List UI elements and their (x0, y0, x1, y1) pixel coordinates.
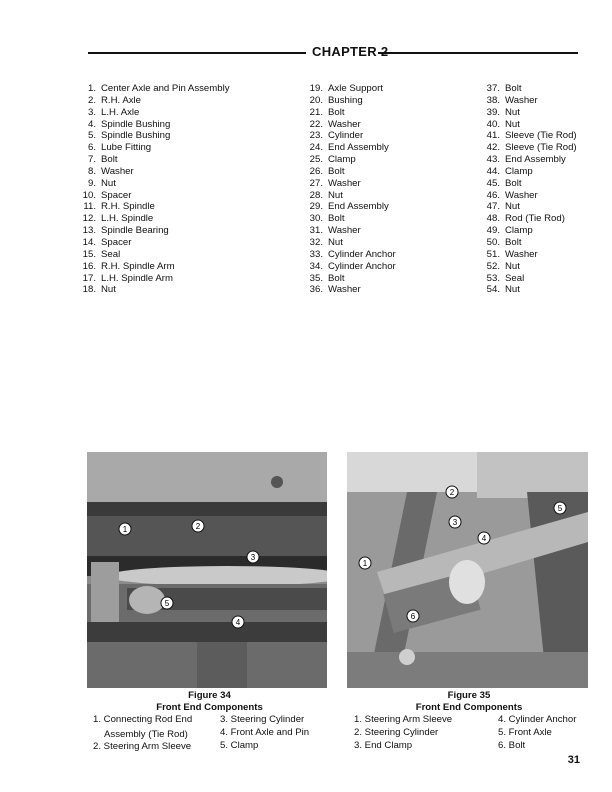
svg-text:3: 3 (452, 518, 458, 527)
callout-5 (161, 597, 173, 609)
parts-list-item (76, 154, 230, 166)
figure-subtitle: Front End Components (156, 702, 263, 713)
item-number: 5. (87, 130, 96, 142)
parts-list-item (480, 201, 577, 213)
legend-item: 1. Connecting Rod End (93, 714, 193, 725)
item-label: Cylinder Anchor (328, 248, 396, 260)
item-label: Washer (328, 284, 361, 296)
item-label: Clamp (505, 165, 533, 177)
parts-list-item (303, 95, 396, 107)
item-label: Bolt (505, 83, 522, 94)
header-rule-left (88, 52, 306, 54)
svg-text:4: 4 (481, 534, 487, 543)
item-label: Washer (328, 225, 361, 237)
parts-list-item (480, 166, 577, 178)
item-label: Nut (328, 189, 343, 201)
figure-title: Figure 34 (188, 690, 231, 701)
parts-list-item (76, 273, 230, 285)
parts-list-item (303, 261, 396, 273)
item-number: 3. (87, 106, 96, 118)
item-number: 50. (486, 236, 500, 248)
parts-list-item (76, 190, 230, 202)
item-label: Bolt (328, 272, 345, 284)
item-label: R.H. Spindle Arm (101, 260, 175, 272)
item-number: 39. (486, 106, 500, 118)
item-number: 48. (486, 213, 500, 225)
item-label: Sleeve (Tie Rod) (505, 130, 577, 142)
item-number: 10. (82, 189, 96, 201)
item-number: 29. (309, 201, 323, 213)
item-number: 54. (486, 284, 500, 296)
item-label: End Assembly (505, 154, 566, 166)
item-number: 20. (309, 94, 323, 106)
item-number: 30. (309, 213, 323, 225)
figure-35-illustration (347, 452, 588, 688)
item-label: Nut (328, 236, 343, 248)
item-label: L.H. Axle (101, 106, 140, 118)
item-number: 1. (87, 83, 96, 94)
parts-list-item (303, 166, 396, 178)
parts-list-item (76, 83, 230, 95)
parts-list-item (76, 213, 230, 225)
legend-item: 4. Cylinder Anchor (498, 714, 577, 725)
parts-list-item (303, 130, 396, 142)
item-label: Nut (505, 260, 520, 272)
svg-text:6: 6 (410, 612, 416, 621)
item-label: Washer (101, 165, 134, 177)
item-label: Spindle Bushing (101, 118, 171, 130)
item-label: Spacer (101, 236, 132, 248)
parts-list-item (303, 119, 396, 131)
callout-3 (247, 551, 259, 563)
parts-list-item (480, 130, 577, 142)
parts-list-item (76, 201, 230, 213)
item-label: Nut (505, 284, 520, 296)
item-number: 52. (486, 260, 500, 272)
parts-list-item (480, 225, 577, 237)
item-number: 22. (309, 118, 323, 130)
item-number: 46. (486, 189, 500, 201)
svg-text:5: 5 (557, 504, 563, 513)
item-label: End Assembly (328, 201, 389, 213)
item-number: 9. (87, 177, 96, 189)
item-number: 42. (486, 142, 500, 154)
item-number: 13. (82, 225, 96, 237)
item-number: 6. (87, 142, 96, 154)
parts-list-item (76, 261, 230, 273)
item-number: 27. (309, 177, 323, 189)
page-number: 31 (567, 754, 580, 766)
legend-item: 5. Clamp (220, 740, 259, 751)
parts-list-item (480, 284, 577, 296)
legend-item: Assembly (Tie Rod) (104, 729, 188, 740)
figure-35-photo (347, 452, 588, 688)
item-number: 41. (486, 130, 500, 142)
item-number: 26. (309, 165, 323, 177)
parts-list-item (303, 190, 396, 202)
item-label: Washer (328, 177, 361, 189)
parts-list-item (303, 178, 396, 190)
legend-item: 5. Front Axle (498, 727, 552, 738)
parts-list-column-1 (76, 83, 230, 296)
item-number: 23. (309, 130, 323, 142)
parts-list-item (480, 95, 577, 107)
item-number: 19. (309, 83, 323, 94)
parts-list-item (480, 261, 577, 273)
item-label: Bolt (328, 213, 345, 225)
item-label: Bolt (505, 177, 522, 189)
parts-list-item (76, 119, 230, 131)
parts-list-item (303, 225, 396, 237)
legend-item: 2. Steering Arm Sleeve (93, 741, 192, 752)
header-rule-right (378, 52, 578, 54)
item-label: Bolt (328, 106, 345, 118)
item-number: 51. (486, 248, 500, 260)
item-number: 33. (309, 248, 323, 260)
item-number: 2. (87, 94, 96, 106)
parts-list-item (480, 83, 577, 95)
legend-item: 4. Front Axle and Pin (220, 727, 310, 738)
parts-list-item (480, 237, 577, 249)
item-number: 7. (87, 154, 96, 166)
parts-list-item (480, 142, 577, 154)
parts-list-item (303, 237, 396, 249)
item-label: Seal (101, 248, 121, 260)
item-label: Lube Fitting (101, 142, 152, 154)
item-number: 37. (486, 83, 500, 94)
parts-list-item (480, 154, 577, 166)
item-number: 24. (309, 142, 323, 154)
item-label: L.H. Spindle Arm (101, 272, 173, 284)
item-label: Nut (101, 284, 116, 296)
callout-4 (232, 616, 244, 628)
item-number: 47. (486, 201, 500, 213)
legend-item: 3. End Clamp (354, 740, 413, 751)
svg-text:4: 4 (235, 618, 241, 627)
parts-list-column-2 (303, 83, 396, 296)
parts-list-item (480, 178, 577, 190)
item-number: 49. (486, 225, 500, 237)
item-label: Washer (505, 248, 538, 260)
svg-text:2: 2 (195, 522, 201, 531)
item-number: 16. (82, 260, 96, 272)
parts-list-item (480, 213, 577, 225)
item-number: 18. (82, 284, 96, 296)
legend-item: 2. Steering Cylinder (354, 727, 439, 738)
figure-34-caption (87, 690, 332, 752)
figure-34-photo (87, 452, 327, 688)
item-number: 31. (309, 225, 323, 237)
item-number: 53. (486, 272, 500, 284)
parts-list-item (76, 178, 230, 190)
item-label: Clamp (328, 154, 356, 166)
callout-3 (449, 516, 461, 528)
item-number: 25. (309, 154, 323, 166)
parts-list-item (303, 249, 396, 261)
item-number: 40. (486, 118, 500, 130)
parts-list-item (480, 273, 577, 285)
callout-4 (478, 532, 490, 544)
item-label: Clamp (505, 225, 533, 237)
svg-text:1: 1 (362, 559, 368, 568)
item-label: Nut (505, 201, 520, 213)
item-number: 45. (486, 177, 500, 189)
item-number: 14. (82, 236, 96, 248)
item-number: 34. (309, 260, 323, 272)
parts-list-item (76, 249, 230, 261)
item-label: Axle Support (328, 83, 383, 94)
parts-list-item (303, 107, 396, 119)
item-label: Sleeve (Tie Rod) (505, 142, 577, 154)
item-label: Nut (505, 118, 520, 130)
item-number: 28. (309, 189, 323, 201)
item-label: End Assembly (328, 142, 389, 154)
item-label: Bolt (328, 165, 345, 177)
svg-text:1: 1 (122, 525, 128, 534)
item-label: R.H. Spindle (101, 201, 155, 213)
item-number: 21. (309, 106, 323, 118)
chapter-header (88, 44, 578, 60)
item-label: Cylinder (328, 130, 364, 142)
figure-35-caption (350, 690, 588, 751)
parts-list-item (76, 237, 230, 249)
item-number: 36. (309, 284, 323, 296)
item-number: 44. (486, 165, 500, 177)
legend-item: 1. Steering Arm Sleeve (354, 714, 453, 725)
item-label: Cylinder Anchor (328, 260, 396, 272)
item-label: Rod (Tie Rod) (505, 213, 565, 225)
parts-list-item (303, 284, 396, 296)
parts-list-item (480, 190, 577, 202)
item-label: Seal (505, 272, 525, 284)
parts-list-item (303, 83, 396, 95)
parts-list-item (76, 107, 230, 119)
item-number: 17. (82, 272, 96, 284)
figure-subtitle: Front End Components (415, 702, 523, 713)
item-label: Washer (505, 189, 538, 201)
svg-text:2: 2 (449, 488, 455, 497)
parts-list-item (480, 107, 577, 119)
parts-list-item (303, 142, 396, 154)
parts-list-item (303, 154, 396, 166)
item-number: 15. (82, 248, 96, 260)
callout-2 (446, 486, 458, 498)
item-label: Center Axle and Pin Assembly (101, 83, 230, 94)
callout-1 (359, 557, 371, 569)
parts-list-column-3 (480, 83, 577, 296)
parts-list-item (303, 213, 396, 225)
item-number: 38. (486, 94, 500, 106)
svg-text:3: 3 (250, 553, 256, 562)
item-number: 12. (82, 213, 96, 225)
parts-list-item (480, 119, 577, 131)
callout-6 (407, 610, 419, 622)
item-number: 4. (87, 118, 96, 130)
item-label: Bolt (505, 236, 522, 248)
callout-2 (192, 520, 204, 532)
legend-item: 3. Steering Cylinder (220, 714, 305, 725)
figure-34-illustration (87, 452, 327, 688)
item-number: 11. (83, 201, 96, 213)
item-number: 8. (87, 165, 96, 177)
parts-list-item (76, 284, 230, 296)
callout-1 (119, 523, 131, 535)
item-label: Spindle Bearing (101, 225, 169, 237)
parts-list-item (76, 95, 230, 107)
item-label: Washer (505, 94, 538, 106)
figure-title: Figure 35 (447, 690, 491, 701)
parts-list-item (76, 166, 230, 178)
item-label: Nut (101, 177, 116, 189)
item-label: Spacer (101, 189, 132, 201)
item-number: 32. (309, 236, 323, 248)
parts-list-item (76, 130, 230, 142)
item-label: Nut (505, 106, 520, 118)
item-number: 35. (309, 272, 323, 284)
item-label: L.H. Spindle (101, 213, 154, 225)
svg-text:5: 5 (164, 599, 170, 608)
callout-5 (554, 502, 566, 514)
parts-list-item (76, 142, 230, 154)
item-label: Bolt (101, 154, 118, 166)
item-label: Bushing (328, 94, 363, 106)
item-label: Spindle Bushing (101, 130, 171, 142)
chapter-title: CHAPTER 2 (312, 44, 389, 59)
item-number: 43. (486, 154, 500, 166)
parts-list-item (76, 225, 230, 237)
item-label: R.H. Axle (101, 94, 141, 106)
legend-item: 6. Bolt (498, 740, 526, 751)
parts-list-item (303, 273, 396, 285)
item-label: Washer (328, 118, 361, 130)
parts-list-item (303, 201, 396, 213)
parts-list-item (480, 249, 577, 261)
